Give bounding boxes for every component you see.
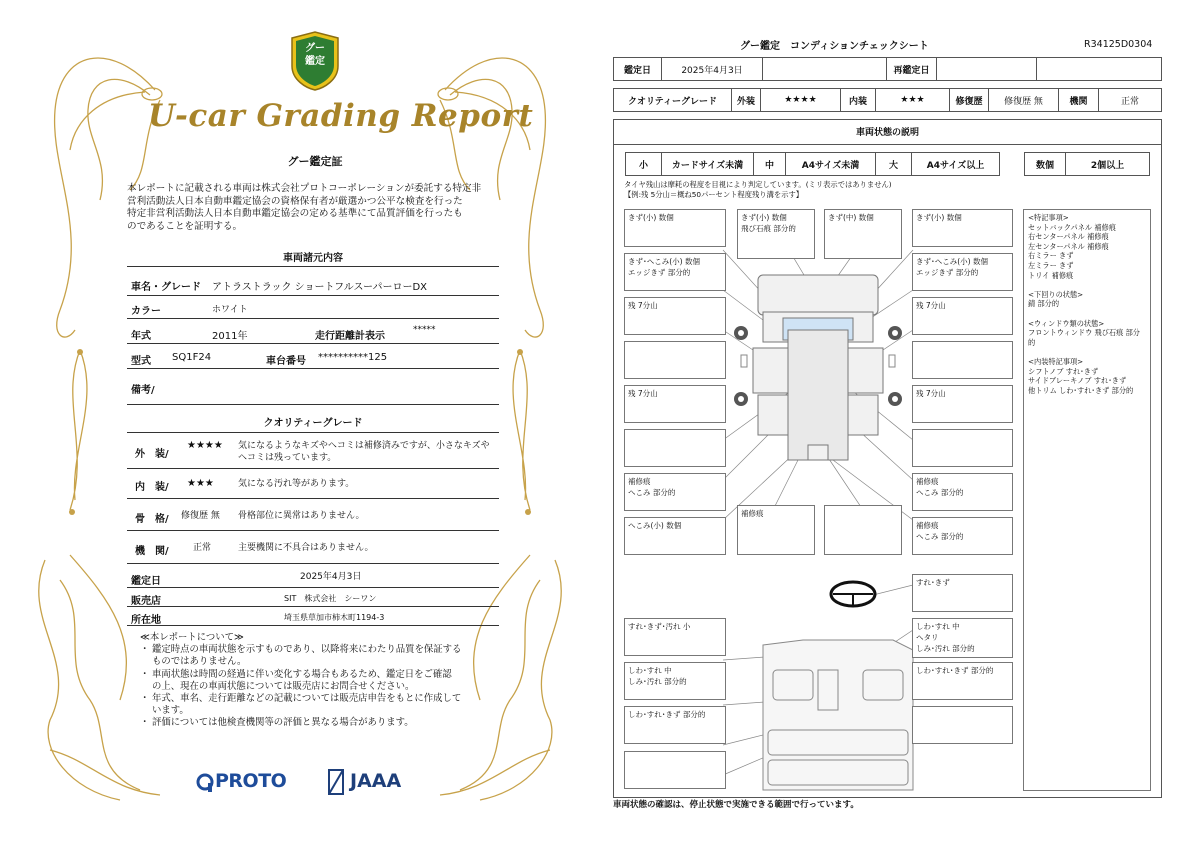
spec-section-title: 車両諸元内容 bbox=[283, 253, 343, 264]
int-stars: ★★★ bbox=[875, 88, 950, 112]
date-label-cell: 鑑定日 bbox=[613, 57, 662, 81]
int-label: 内装 bbox=[840, 88, 876, 112]
chassis-label: 車台番号 bbox=[266, 356, 306, 367]
address-label: 所在地 bbox=[131, 615, 161, 626]
frame-value: 修復歴 無 bbox=[181, 511, 220, 521]
sheet-title: グー鑑定 コンディションチェックシート bbox=[740, 41, 929, 52]
interior-label: 内 装/ bbox=[135, 482, 169, 493]
damage-box bbox=[624, 429, 726, 467]
reappraisal-value-cell bbox=[936, 57, 1037, 81]
report-note-text: 車両状態は時間の経過に伴い変化する場合もあるため、鑑定日をご確認 の上、現在の車両状態については販売店にお問合せください。 bbox=[152, 668, 452, 692]
damage-box bbox=[912, 341, 1013, 379]
damage-box bbox=[912, 429, 1013, 467]
exterior-description: 気になるようなキズやヘコミは補修済みですが、小さなキズや ヘコミは残っています。 bbox=[238, 441, 490, 463]
damage-box: きず(中) 数個 bbox=[824, 209, 902, 259]
engine-description: 主要機関に不具合はありません。 bbox=[238, 543, 374, 553]
tire-box: 残 7分山 bbox=[912, 297, 1013, 335]
divider bbox=[127, 563, 499, 564]
damage-box: きず･へこみ(小) 数個 エッジきず 部分的 bbox=[912, 253, 1013, 291]
engine-label: 機 関/ bbox=[135, 546, 169, 557]
empty-cell bbox=[762, 57, 887, 81]
legend-small-desc: カードサイズ未満 bbox=[661, 152, 754, 176]
damage-box: 補修痕 へこみ 部分的 bbox=[912, 473, 1013, 511]
bullet: ・ bbox=[140, 644, 150, 656]
report-note-item bbox=[140, 717, 496, 729]
certificate-title: グー鑑定証 bbox=[287, 155, 343, 168]
quality-section-title: クオリティーグレード bbox=[263, 418, 363, 429]
divider bbox=[127, 468, 499, 469]
damage-box: へこみ(小) 数個 bbox=[624, 517, 726, 555]
engine-value: 正常 bbox=[1098, 88, 1162, 112]
date-value-cell: 2025年4月3日 bbox=[661, 57, 763, 81]
exterior-stars: ★★★★ bbox=[187, 440, 223, 451]
condition-title: 車両状態の説明 bbox=[613, 119, 1162, 145]
damage-box: きず(小) 数個 飛び石痕 部分的 bbox=[737, 209, 815, 259]
interior-description: 気になる汚れ等があります。 bbox=[238, 479, 355, 489]
year-value: 2011年 bbox=[212, 331, 248, 342]
ext-stars: ★★★★ bbox=[760, 88, 841, 112]
report-note-item bbox=[140, 669, 496, 693]
legend-count: 数個 bbox=[1024, 152, 1066, 176]
model-value: SQ1F24 bbox=[172, 352, 212, 363]
quality-grade-label: クオリティーグレード bbox=[613, 88, 732, 112]
empty-cell bbox=[1036, 57, 1162, 81]
legend-large: 大 bbox=[875, 152, 912, 176]
report-notes bbox=[140, 632, 496, 730]
tire-box: 残 7分山 bbox=[624, 297, 726, 335]
report-note-text: 鑑定時点の車両状態を示すものであり、以降将来にわたり品質を保証する ものではありません。 bbox=[152, 644, 462, 668]
proto-logo: PROTO bbox=[215, 770, 287, 792]
vehicle-name-label: 車名・グレード bbox=[131, 282, 201, 293]
damage-box: 補修痕 へこみ 部分的 bbox=[624, 473, 726, 511]
exterior-label: 外 装/ bbox=[135, 449, 169, 460]
divider bbox=[127, 318, 499, 319]
divider bbox=[127, 625, 499, 626]
divider bbox=[127, 368, 499, 369]
divider bbox=[127, 587, 499, 588]
ext-label: 外装 bbox=[731, 88, 761, 112]
repair-value: 修復歴 無 bbox=[988, 88, 1059, 112]
damage-box: 補修痕 へこみ 部分的 bbox=[912, 517, 1013, 555]
divider bbox=[127, 530, 499, 531]
interior-box: しわ･すれ･きず 部分的 bbox=[912, 662, 1013, 700]
tire-box: 残 7分山 bbox=[912, 385, 1013, 423]
frame-label: 骨 格/ bbox=[135, 514, 169, 525]
interior-box: すれ･きず･汚れ 小 bbox=[624, 618, 726, 656]
jaaa-logo-icon bbox=[325, 768, 347, 796]
damage-box: 補修痕 bbox=[737, 505, 815, 555]
interior-stars: ★★★ bbox=[187, 478, 214, 489]
engine-label: 機関 bbox=[1058, 88, 1099, 112]
divider bbox=[127, 343, 499, 344]
divider bbox=[127, 266, 499, 267]
emblem-label: グー 鑑定 bbox=[305, 43, 325, 67]
reappraisal-label-cell: 再鑑定日 bbox=[886, 57, 937, 81]
interior-box: しわ･すれ 中 へタリ しみ･汚れ 部分的 bbox=[912, 618, 1013, 658]
repair-label: 修復歴 bbox=[949, 88, 989, 112]
report-notes-title: ≪本レポートについて≫ bbox=[140, 632, 244, 643]
legend-large-desc: A4サイズ以上 bbox=[911, 152, 1000, 176]
report-note-item bbox=[140, 644, 496, 668]
divider bbox=[127, 404, 499, 405]
appraisal-date-label: 鑑定日 bbox=[131, 576, 161, 587]
tire-box: 残 7分山 bbox=[624, 385, 726, 423]
chassis-value: **********125 bbox=[318, 352, 388, 363]
engine-value: 正常 bbox=[193, 543, 212, 553]
sheet-footer: 車両状態の確認は、停止状態で実施できる範囲で行っています。 bbox=[613, 800, 859, 810]
certificate-intro: 本レポートに記載される車両は株式会社プロトコーポレーションが委託する特定非 営利活動法人日本自動車鑑定協会の資格保有者が厳選かつ公平な検査を行った 特定非営利活動法人日本自動車鑑定協会の定める基準にて品質評価を行ったも のであることを証明する。 bbox=[127, 183, 482, 232]
steering-wheel-icon bbox=[831, 582, 875, 606]
damage-box: きず(小) 数個 bbox=[624, 209, 726, 247]
interior-box bbox=[624, 751, 726, 789]
model-label: 型式 bbox=[131, 356, 151, 367]
divider bbox=[127, 498, 499, 499]
interior-box: すれ･きず bbox=[912, 574, 1013, 612]
goo-emblem-icon bbox=[288, 30, 342, 92]
color-value: ホワイト bbox=[212, 305, 248, 315]
frame-description: 骨格部位に異常はありません。 bbox=[238, 511, 365, 521]
legend-count-desc: 2個以上 bbox=[1065, 152, 1150, 176]
divider bbox=[127, 432, 499, 433]
bullet: ・ bbox=[140, 717, 150, 729]
damage-box bbox=[824, 505, 902, 555]
mileage-label: 走行距離計表示 bbox=[315, 331, 385, 342]
report-note-item bbox=[140, 693, 496, 717]
divider bbox=[127, 295, 499, 296]
report-note-text: 評価については他検査機関等の評価と異なる場合があります。 bbox=[152, 717, 414, 729]
dealer-label: 販売店 bbox=[131, 596, 161, 607]
divider bbox=[127, 606, 499, 607]
proto-logo-icon bbox=[196, 773, 214, 793]
remarks-label: 備考/ bbox=[131, 385, 155, 396]
damage-box bbox=[624, 341, 726, 379]
document-id: R34125D0304 bbox=[1084, 39, 1153, 50]
bullet: ・ bbox=[140, 668, 150, 680]
dealer-value: SIT 株式会社 シーワン bbox=[284, 594, 377, 603]
legend-medium: 中 bbox=[753, 152, 786, 176]
script-title: U-car Grading Report bbox=[148, 98, 534, 134]
damage-box: きず(小) 数個 bbox=[912, 209, 1013, 247]
report-note-text: 年式、車名、走行距離などの記載については販売店申告をもとに作成して います。 bbox=[152, 693, 462, 717]
address-value: 埼玉県草加市柿木町1194-3 bbox=[284, 613, 385, 622]
appraisal-date-value: 2025年4月3日 bbox=[300, 572, 362, 582]
legend-small: 小 bbox=[625, 152, 662, 176]
color-label: カラー bbox=[131, 306, 161, 317]
legend-medium-desc: A4サイズ未満 bbox=[785, 152, 876, 176]
tire-note: タイヤ残山は摩耗の程度を目視により判定しています。(ミリ表示ではありません) 【例:残 5分山＝概ね50パーセント程度残り溝を示す】 bbox=[624, 180, 892, 199]
interior-box bbox=[912, 706, 1013, 744]
mileage-value: ***** bbox=[413, 325, 436, 335]
bullet: ・ bbox=[140, 693, 150, 705]
special-notes: <特記事項> セットバックパネル 補修痕 右センターパネル 補修痕 左センターパネル 補修痕 右ミラー きず 左ミラー きず トリイ 補修痕 <下回りの状態> 錆 部分的 <ウィンドウ類の状態> フロントウィンドウ 飛び石痕 部分的 <内装特記事項> シフトノブ すれ･きず サイドブレーキノブ すれ･きず 他トリム しわ･すれ･きず 部分的 bbox=[1023, 209, 1151, 791]
jaaa-logo: JAAA bbox=[350, 770, 402, 792]
vehicle-name-value: アトラストラック ショートフルスーパーローDX bbox=[212, 282, 428, 293]
year-label: 年式 bbox=[131, 331, 151, 342]
interior-box: しわ･すれ･きず 部分的 bbox=[624, 706, 726, 744]
damage-box: きず･へこみ(小) 数個 エッジきず 部分的 bbox=[624, 253, 726, 291]
interior-box: しわ･すれ 中 しみ･汚れ 部分的 bbox=[624, 662, 726, 700]
